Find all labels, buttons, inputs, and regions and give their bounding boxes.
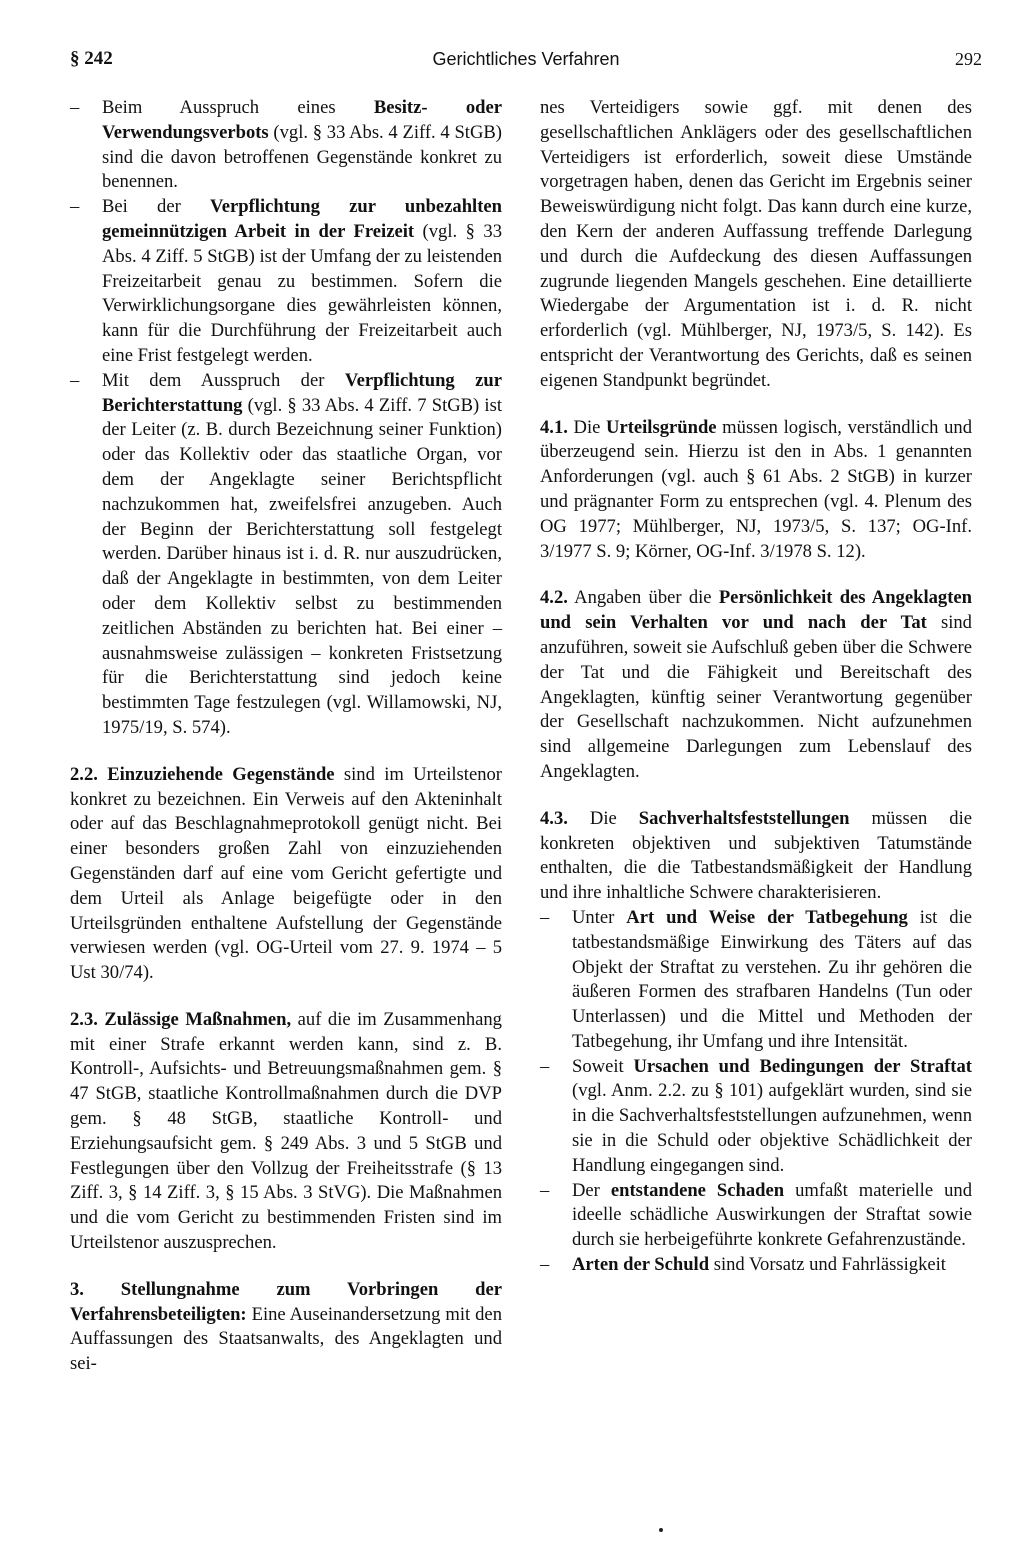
right-column — [540, 96, 972, 1278]
list-item: – Der entstandene Schaden umfaßt materielle und ideelle schädliche Auswirkungen der Straftat sowie durch sie herbeigeführte konkrete Gefahrenzustände. — [540, 1179, 972, 1253]
left-column — [70, 96, 502, 1377]
dash-list — [540, 906, 972, 1278]
list-item: – Unter Art und Weise der Tatbegehung ist die tatbestandsmäßige Einwirkung des Täters auf das Objekt der Straftat zu verstehen. Zu ihr gehören die äußeren Formen des strafbaren Handelns (Tun oder Unterlassen) und die Mittel und Methoden der Tatbegehung, ihr Umfang und ihre Intensität. — [540, 906, 972, 1055]
scan-speck — [659, 1528, 663, 1532]
page-number: 292 — [955, 49, 982, 69]
paragraph-2-2: 2.2. Einzuziehende Gegenstände sind im Urteilstenor konkret zu bezeichnen. Ein Verweis auf den Akteninhalt oder auf das Beschlagnahmeprotokoll genügt nicht. Bei einer besonders großen Zahl von einzuziehenden Gegenständen darf auf eine vom Gericht gefertigte und dem Urteil als Anlage beigefügte oder in den Urteilsgründen enthaltene Aufstellung der Gegenstände verwiesen werden (vgl. OG-Urteil vom 27. 9. 1974 – 5 Ust 30/74). — [70, 763, 502, 984]
dash-list — [70, 96, 502, 741]
list-item: – Mit dem Ausspruch der Verpflichtung zur Berichterstattung (vgl. § 33 Abs. 4 Ziff. 7 StGB) ist der Leiter (z. B. durch Bezeichnung seiner Funktion) oder das Kollektiv oder das staatliche Organ, vor dem der Angeklagte seiner Berichtspflicht nachzukommen hat, zweifelsfrei anzugeben. Auch der Beginn der Berichterstattung soll festgelegt werden. Darüber hinaus ist i. d. R. nur auszudrücken, daß der Angeklagte in bestimmten, von dem Leiter oder dem Kollektiv selbst zu bestimmenden zeitlichen Abständen zu berichten hat. Bei einer – ausnahmsweise zulässigen – konkreten Fristsetzung für die Berichterstattung sind jedoch keine bestimmten Tage festzulegen (vgl. Willamowski, NJ, 1975/19, S. 574). — [70, 369, 502, 741]
paragraph-4-2: 4.2. Angaben über die Persönlichkeit des Angeklagten und sein Verhalten vor und nach der Tat sind anzuführen, soweit sie Aufschluß geben über die Schwere der Tat und die Fähigkeit und Bereitschaft des Angeklagten, künftig seiner Verantwortung gegenüber der Gesellschaft nachzukommen. Nicht aufzunehmen sind allgemeine Darlegungen zum Lebenslauf des Angeklagten. — [540, 587, 972, 782]
list-item: – Soweit Ursachen und Bedingungen der Straftat (vgl. Anm. 2.2. zu § 101) aufgeklärt wurden, sind sie in die Sachverhaltsfeststellungen aufzunehmen, wenn sie in die Schuld oder objektive Schädlichkeit der Handlung eingegangen sind. — [540, 1055, 972, 1179]
list-item: – Bei der Verpflichtung zur unbezahlten gemeinnützigen Arbeit in der Freizeit (vgl. § 33 Abs. 4 Ziff. 5 StGB) ist der Umfang der zu leistenden Freizeitarbeit genau zu bestimmen. Sofern die Verwirklichungsorgane dies gewährleisten können, kann für die Durchführung der Freizeitarbeit auch eine Frist festgelegt werden. — [70, 195, 502, 369]
list-item: – Arten der Schuld sind Vorsatz und Fahrlässigkeit — [540, 1253, 972, 1278]
running-header — [70, 46, 982, 72]
paragraph-2-3: 2.3. Zulässige Maßnahmen, auf die im Zusammenhang mit einer Strafe erkannt werden kann, sind z. B. Kontroll-, Aufsichts- und Betreuungsmaßnahmen gem. § 47 StGB, staatliche Kontrollmaßnahmen durch die DVP gem. § 48 StGB, staatliche Kontroll- und Erziehungsaufsicht gem. § 249 Abs. 3 und 5 StGB und Festlegungen über den Vollzug der Freiheitsstrafe (§ 13 Ziff. 3, § 14 Ziff. 3, § 15 Abs. 3 StVG). Die Maßnahmen und die vom Gericht zu bestimmenden Fristen sind im Urteilstenor auszusprechen. — [70, 1008, 502, 1254]
paragraph-3: 3. Stellungnahme zum Vorbringen der Verfahrensbeteiligten: Eine Auseinandersetzung mit den Auffassungen des Staatsanwalts, des Angeklagten und sei- — [70, 1278, 502, 1375]
list-item: – Beim Ausspruch eines Besitz- oder Verwendungsverbots (vgl. § 33 Abs. 4 Ziff. 4 StGB) sind die davon betroffenen Gegenstände konkret zu benennen. — [70, 96, 502, 195]
paragraph-4-3: 4.3. Die Sachverhaltsfeststellungen müssen die konkreten objektiven und subjektiven Tatumstände enthalten, die die Tatbestandsmäßigkeit der Handlung und ihre inhaltliche Schwere charakterisieren. — [540, 807, 972, 904]
paragraph-3-continued: nes Verteidigers sowie ggf. mit denen des gesellschaftlichen Anklägers oder des gesellschaftlichen Verteidigers ist erforderlich, soweit diese Umstände vorgetragen haben, denen das Gericht im Ergebnis seiner Beweiswürdigung nicht folgt. Das kann durch eine kurze, den Kern der anderen Auffassung treffende Darlegung und durch die Aufdeckung des diesen Auffassungen zugrunde liegenden Mangels geschehen. Eine detaillierte Wiedergabe der Argumentation ist i. d. R. nicht erforderlich (vgl. Mühlberger, NJ, 1973/5, S. 142). Es entspricht der Verantwortung des Gerichts, daß es seinen eigenen Standpunkt begründet. — [540, 97, 972, 391]
chapter-title: Gerichtliches Verfahren — [432, 49, 620, 69]
paragraph-4-1: 4.1. Die Urteilsgründe müssen logisch, verständlich und überzeugend sein. Hierzu ist den in Abs. 1 genannten Anforderungen (vgl. auch § 61 Abs. 2 StGB) in kurzer und prägnanter Form zu entsprechen (vgl. 4. Plenum des OG 1977; Mühlberger, NJ, 1973/5, S. 137; OG-Inf. 3/1977 S. 9; Körner, OG-Inf. 3/1978 S. 12). — [540, 416, 972, 562]
section-reference: § 242 — [70, 48, 113, 69]
